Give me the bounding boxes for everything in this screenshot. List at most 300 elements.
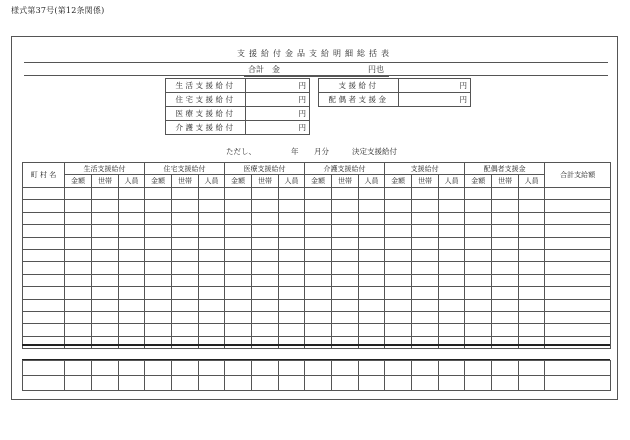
table-cell[interactable] — [439, 237, 465, 249]
total-cell[interactable] — [545, 188, 611, 200]
table-cell[interactable] — [145, 188, 172, 200]
lower-table-cell[interactable] — [385, 376, 412, 391]
table-cell[interactable] — [172, 188, 199, 200]
table-cell[interactable] — [252, 225, 279, 237]
table-cell[interactable] — [225, 262, 252, 274]
table-cell[interactable] — [332, 262, 359, 274]
table-cell[interactable] — [199, 225, 225, 237]
total-cell[interactable] — [545, 249, 611, 261]
table-cell[interactable] — [412, 237, 439, 249]
table-cell[interactable] — [92, 336, 119, 348]
lower-table-cell[interactable] — [225, 361, 252, 376]
table-cell[interactable] — [385, 324, 412, 336]
table-cell[interactable] — [65, 324, 92, 336]
table-cell[interactable] — [519, 212, 545, 224]
table-cell[interactable] — [92, 200, 119, 212]
lower-table-cell[interactable] — [545, 361, 611, 376]
table-cell[interactable] — [145, 225, 172, 237]
lower-table-cell[interactable] — [332, 376, 359, 391]
table-cell[interactable] — [465, 299, 492, 311]
table-cell[interactable] — [492, 200, 519, 212]
table-cell[interactable] — [439, 262, 465, 274]
table-cell[interactable] — [492, 237, 519, 249]
summary-value-support[interactable]: 円 — [399, 79, 471, 93]
table-cell[interactable] — [225, 299, 252, 311]
table-cell[interactable] — [359, 212, 385, 224]
table-cell[interactable] — [359, 200, 385, 212]
table-cell[interactable] — [199, 311, 225, 323]
total-cell[interactable] — [545, 200, 611, 212]
lower-table-cell[interactable] — [305, 361, 332, 376]
municipality-cell[interactable] — [23, 274, 65, 286]
table-cell[interactable] — [359, 299, 385, 311]
table-cell[interactable] — [439, 225, 465, 237]
table-cell[interactable] — [279, 336, 305, 348]
table-cell[interactable] — [145, 324, 172, 336]
table-cell[interactable] — [172, 262, 199, 274]
table-cell[interactable] — [332, 274, 359, 286]
table-cell[interactable] — [465, 212, 492, 224]
table-cell[interactable] — [359, 225, 385, 237]
table-cell[interactable] — [252, 287, 279, 299]
table-cell[interactable] — [252, 311, 279, 323]
table-cell[interactable] — [92, 262, 119, 274]
table-cell[interactable] — [465, 311, 492, 323]
table-cell[interactable] — [519, 225, 545, 237]
total-cell[interactable] — [545, 336, 611, 348]
table-cell[interactable] — [65, 249, 92, 261]
table-cell[interactable] — [252, 212, 279, 224]
municipality-cell[interactable] — [23, 237, 65, 249]
table-cell[interactable] — [279, 299, 305, 311]
lower-table-cell[interactable] — [279, 361, 305, 376]
table-cell[interactable] — [172, 237, 199, 249]
table-cell[interactable] — [492, 212, 519, 224]
table-cell[interactable] — [225, 311, 252, 323]
table-cell[interactable] — [519, 274, 545, 286]
table-cell[interactable] — [332, 188, 359, 200]
table-cell[interactable] — [465, 262, 492, 274]
lower-table-cell[interactable] — [412, 376, 439, 391]
table-cell[interactable] — [519, 188, 545, 200]
table-cell[interactable] — [145, 336, 172, 348]
table-cell[interactable] — [385, 336, 412, 348]
table-cell[interactable] — [305, 249, 332, 261]
table-cell[interactable] — [412, 188, 439, 200]
table-cell[interactable] — [172, 311, 199, 323]
table-cell[interactable] — [305, 324, 332, 336]
lower-table-cell[interactable] — [465, 376, 492, 391]
table-cell[interactable] — [305, 212, 332, 224]
table-cell[interactable] — [385, 237, 412, 249]
table-cell[interactable] — [172, 299, 199, 311]
table-cell[interactable] — [332, 249, 359, 261]
lower-table-cell[interactable] — [332, 361, 359, 376]
summary-value-care[interactable]: 円 — [246, 121, 310, 135]
table-cell[interactable] — [519, 262, 545, 274]
municipality-cell[interactable] — [23, 188, 65, 200]
table-cell[interactable] — [145, 274, 172, 286]
lower-table-cell[interactable] — [23, 361, 65, 376]
table-cell[interactable] — [279, 249, 305, 261]
lower-table-cell[interactable] — [519, 361, 545, 376]
table-cell[interactable] — [119, 324, 145, 336]
table-cell[interactable] — [492, 274, 519, 286]
table-cell[interactable] — [465, 200, 492, 212]
lower-table-cell[interactable] — [92, 376, 119, 391]
total-cell[interactable] — [545, 287, 611, 299]
summary-value-spouse[interactable]: 円 — [399, 93, 471, 107]
table-cell[interactable] — [412, 262, 439, 274]
table-cell[interactable] — [385, 287, 412, 299]
table-cell[interactable] — [465, 249, 492, 261]
table-cell[interactable] — [65, 287, 92, 299]
lower-table-cell[interactable] — [465, 361, 492, 376]
lower-table-cell[interactable] — [252, 376, 279, 391]
table-cell[interactable] — [492, 249, 519, 261]
table-cell[interactable] — [519, 237, 545, 249]
table-cell[interactable] — [385, 200, 412, 212]
lower-table-cell[interactable] — [65, 361, 92, 376]
table-cell[interactable] — [412, 274, 439, 286]
table-cell[interactable] — [65, 200, 92, 212]
table-cell[interactable] — [305, 299, 332, 311]
lower-table-cell[interactable] — [65, 376, 92, 391]
table-cell[interactable] — [145, 212, 172, 224]
table-cell[interactable] — [252, 249, 279, 261]
total-cell[interactable] — [545, 225, 611, 237]
table-cell[interactable] — [332, 299, 359, 311]
lower-table-cell[interactable] — [225, 376, 252, 391]
table-cell[interactable] — [92, 299, 119, 311]
table-cell[interactable] — [119, 188, 145, 200]
table-cell[interactable] — [65, 299, 92, 311]
table-cell[interactable] — [359, 262, 385, 274]
table-cell[interactable] — [252, 188, 279, 200]
table-cell[interactable] — [199, 287, 225, 299]
table-cell[interactable] — [172, 200, 199, 212]
lower-table-cell[interactable] — [279, 376, 305, 391]
summary-value-housing[interactable]: 円 — [246, 93, 310, 107]
table-cell[interactable] — [225, 336, 252, 348]
total-cell[interactable] — [545, 311, 611, 323]
table-cell[interactable] — [385, 274, 412, 286]
table-cell[interactable] — [199, 188, 225, 200]
lower-table-cell[interactable] — [145, 361, 172, 376]
table-cell[interactable] — [92, 274, 119, 286]
summary-value-livelihood[interactable]: 円 — [246, 79, 310, 93]
table-cell[interactable] — [519, 249, 545, 261]
table-cell[interactable] — [172, 287, 199, 299]
table-cell[interactable] — [439, 212, 465, 224]
table-cell[interactable] — [92, 324, 119, 336]
table-cell[interactable] — [465, 287, 492, 299]
table-cell[interactable] — [359, 336, 385, 348]
table-cell[interactable] — [279, 262, 305, 274]
lower-table-cell[interactable] — [199, 361, 225, 376]
table-cell[interactable] — [279, 200, 305, 212]
table-cell[interactable] — [252, 299, 279, 311]
table-cell[interactable] — [145, 249, 172, 261]
table-cell[interactable] — [279, 225, 305, 237]
table-cell[interactable] — [412, 336, 439, 348]
table-cell[interactable] — [519, 311, 545, 323]
table-cell[interactable] — [65, 212, 92, 224]
table-cell[interactable] — [385, 249, 412, 261]
table-cell[interactable] — [199, 299, 225, 311]
table-cell[interactable] — [385, 188, 412, 200]
table-cell[interactable] — [439, 311, 465, 323]
lower-table-cell[interactable] — [145, 376, 172, 391]
lower-table-cell[interactable] — [492, 376, 519, 391]
table-cell[interactable] — [385, 212, 412, 224]
table-cell[interactable] — [332, 200, 359, 212]
lower-table-cell[interactable] — [385, 361, 412, 376]
lower-table-cell[interactable] — [199, 376, 225, 391]
table-cell[interactable] — [332, 324, 359, 336]
table-cell[interactable] — [92, 212, 119, 224]
table-cell[interactable] — [145, 262, 172, 274]
table-cell[interactable] — [225, 212, 252, 224]
table-cell[interactable] — [305, 262, 332, 274]
table-cell[interactable] — [225, 188, 252, 200]
table-cell[interactable] — [119, 287, 145, 299]
table-cell[interactable] — [385, 225, 412, 237]
table-cell[interactable] — [145, 287, 172, 299]
lower-table-cell[interactable] — [492, 361, 519, 376]
table-cell[interactable] — [439, 188, 465, 200]
table-cell[interactable] — [332, 311, 359, 323]
table-cell[interactable] — [492, 262, 519, 274]
table-cell[interactable] — [332, 212, 359, 224]
table-cell[interactable] — [412, 324, 439, 336]
table-cell[interactable] — [519, 336, 545, 348]
total-cell[interactable] — [545, 274, 611, 286]
table-cell[interactable] — [225, 287, 252, 299]
table-cell[interactable] — [252, 336, 279, 348]
table-cell[interactable] — [252, 274, 279, 286]
table-cell[interactable] — [119, 336, 145, 348]
table-cell[interactable] — [119, 200, 145, 212]
table-cell[interactable] — [199, 274, 225, 286]
table-cell[interactable] — [92, 311, 119, 323]
table-cell[interactable] — [65, 188, 92, 200]
municipality-cell[interactable] — [23, 287, 65, 299]
lower-table-cell[interactable] — [439, 361, 465, 376]
table-cell[interactable] — [145, 200, 172, 212]
table-cell[interactable] — [119, 311, 145, 323]
total-cell[interactable] — [545, 237, 611, 249]
municipality-cell[interactable] — [23, 299, 65, 311]
table-cell[interactable] — [225, 200, 252, 212]
table-cell[interactable] — [92, 188, 119, 200]
table-cell[interactable] — [332, 336, 359, 348]
table-cell[interactable] — [359, 287, 385, 299]
table-cell[interactable] — [412, 287, 439, 299]
table-cell[interactable] — [172, 324, 199, 336]
table-cell[interactable] — [519, 200, 545, 212]
table-cell[interactable] — [199, 249, 225, 261]
table-cell[interactable] — [332, 287, 359, 299]
lower-table-cell[interactable] — [172, 361, 199, 376]
table-cell[interactable] — [145, 311, 172, 323]
table-cell[interactable] — [305, 287, 332, 299]
table-cell[interactable] — [199, 237, 225, 249]
table-cell[interactable] — [412, 249, 439, 261]
table-cell[interactable] — [225, 225, 252, 237]
table-cell[interactable] — [385, 311, 412, 323]
lower-table-cell[interactable] — [305, 376, 332, 391]
table-cell[interactable] — [412, 200, 439, 212]
table-cell[interactable] — [385, 262, 412, 274]
table-cell[interactable] — [439, 299, 465, 311]
table-cell[interactable] — [492, 324, 519, 336]
municipality-cell[interactable] — [23, 249, 65, 261]
table-cell[interactable] — [279, 311, 305, 323]
table-cell[interactable] — [65, 311, 92, 323]
table-cell[interactable] — [332, 237, 359, 249]
table-cell[interactable] — [412, 311, 439, 323]
table-cell[interactable] — [465, 237, 492, 249]
table-cell[interactable] — [492, 299, 519, 311]
table-cell[interactable] — [225, 274, 252, 286]
table-cell[interactable] — [65, 237, 92, 249]
table-cell[interactable] — [305, 336, 332, 348]
table-cell[interactable] — [252, 237, 279, 249]
table-cell[interactable] — [119, 299, 145, 311]
table-cell[interactable] — [305, 188, 332, 200]
table-cell[interactable] — [305, 237, 332, 249]
lower-table-cell[interactable] — [119, 376, 145, 391]
table-cell[interactable] — [252, 324, 279, 336]
table-cell[interactable] — [92, 237, 119, 249]
table-cell[interactable] — [172, 249, 199, 261]
table-cell[interactable] — [199, 262, 225, 274]
table-cell[interactable] — [439, 336, 465, 348]
total-cell[interactable] — [545, 262, 611, 274]
table-cell[interactable] — [519, 287, 545, 299]
table-cell[interactable] — [145, 237, 172, 249]
table-cell[interactable] — [492, 287, 519, 299]
table-cell[interactable] — [359, 311, 385, 323]
table-cell[interactable] — [92, 249, 119, 261]
table-cell[interactable] — [305, 225, 332, 237]
table-cell[interactable] — [279, 237, 305, 249]
table-cell[interactable] — [172, 336, 199, 348]
table-cell[interactable] — [305, 200, 332, 212]
table-cell[interactable] — [359, 249, 385, 261]
table-cell[interactable] — [385, 299, 412, 311]
table-cell[interactable] — [465, 188, 492, 200]
total-cell[interactable] — [545, 299, 611, 311]
table-cell[interactable] — [519, 324, 545, 336]
table-cell[interactable] — [199, 324, 225, 336]
lower-table-cell[interactable] — [359, 361, 385, 376]
lower-table-cell[interactable] — [119, 361, 145, 376]
table-cell[interactable] — [519, 299, 545, 311]
municipality-cell[interactable] — [23, 200, 65, 212]
lower-table-cell[interactable] — [252, 361, 279, 376]
table-cell[interactable] — [465, 274, 492, 286]
table-cell[interactable] — [199, 212, 225, 224]
municipality-cell[interactable] — [23, 225, 65, 237]
table-cell[interactable] — [412, 225, 439, 237]
table-cell[interactable] — [119, 225, 145, 237]
lower-table-cell[interactable] — [519, 376, 545, 391]
table-cell[interactable] — [359, 324, 385, 336]
lower-table-cell[interactable] — [92, 361, 119, 376]
lower-table-cell[interactable] — [172, 376, 199, 391]
table-cell[interactable] — [492, 188, 519, 200]
lower-table-cell[interactable] — [23, 376, 65, 391]
lower-table-cell[interactable] — [412, 361, 439, 376]
table-cell[interactable] — [359, 188, 385, 200]
table-cell[interactable] — [225, 324, 252, 336]
table-cell[interactable] — [439, 274, 465, 286]
table-cell[interactable] — [65, 336, 92, 348]
table-cell[interactable] — [252, 200, 279, 212]
table-cell[interactable] — [279, 324, 305, 336]
table-cell[interactable] — [119, 274, 145, 286]
table-cell[interactable] — [199, 336, 225, 348]
table-cell[interactable] — [92, 225, 119, 237]
table-cell[interactable] — [439, 324, 465, 336]
total-cell[interactable] — [545, 212, 611, 224]
table-cell[interactable] — [252, 262, 279, 274]
table-cell[interactable] — [359, 274, 385, 286]
municipality-cell[interactable] — [23, 311, 65, 323]
table-cell[interactable] — [199, 200, 225, 212]
table-cell[interactable] — [439, 249, 465, 261]
lower-table-cell[interactable] — [439, 376, 465, 391]
table-cell[interactable] — [65, 274, 92, 286]
lower-table-cell[interactable] — [359, 376, 385, 391]
municipality-cell[interactable] — [23, 212, 65, 224]
table-cell[interactable] — [119, 249, 145, 261]
summary-value-medical[interactable]: 円 — [246, 107, 310, 121]
table-cell[interactable] — [119, 212, 145, 224]
table-cell[interactable] — [172, 225, 199, 237]
table-cell[interactable] — [119, 262, 145, 274]
table-cell[interactable] — [119, 237, 145, 249]
table-cell[interactable] — [145, 299, 172, 311]
table-cell[interactable] — [305, 311, 332, 323]
municipality-cell[interactable] — [23, 324, 65, 336]
table-cell[interactable] — [65, 225, 92, 237]
table-cell[interactable] — [492, 311, 519, 323]
table-cell[interactable] — [412, 212, 439, 224]
table-cell[interactable] — [465, 336, 492, 348]
table-cell[interactable] — [439, 200, 465, 212]
table-cell[interactable] — [412, 299, 439, 311]
table-cell[interactable] — [359, 237, 385, 249]
table-cell[interactable] — [465, 225, 492, 237]
table-cell[interactable] — [279, 287, 305, 299]
municipality-cell[interactable] — [23, 262, 65, 274]
municipality-cell[interactable] — [23, 336, 65, 348]
table-cell[interactable] — [439, 287, 465, 299]
table-cell[interactable] — [492, 225, 519, 237]
table-cell[interactable] — [92, 287, 119, 299]
table-cell[interactable] — [279, 188, 305, 200]
table-cell[interactable] — [465, 324, 492, 336]
table-cell[interactable] — [225, 237, 252, 249]
table-cell[interactable] — [279, 274, 305, 286]
table-cell[interactable] — [225, 249, 252, 261]
table-cell[interactable] — [332, 225, 359, 237]
table-cell[interactable] — [279, 212, 305, 224]
lower-table-cell[interactable] — [545, 376, 611, 391]
